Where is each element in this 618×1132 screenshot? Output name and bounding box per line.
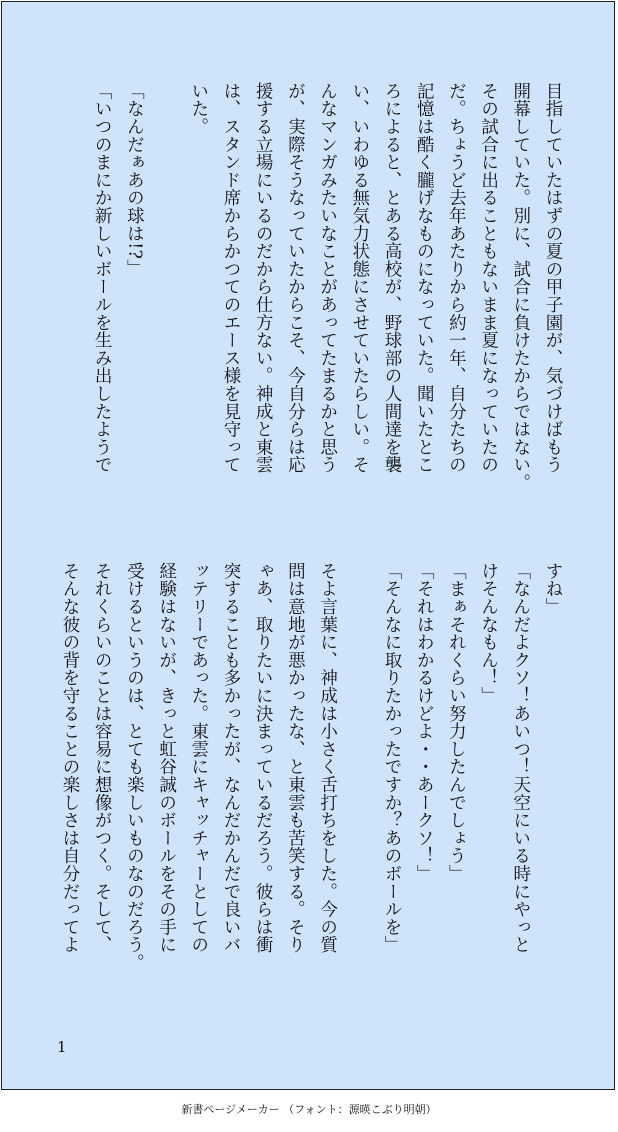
text-block-bottom: [54, 562, 569, 1022]
dialogue-line: 「いつのまにか新しいボールを生み出したようで: [92, 82, 113, 474]
dialogue-line: 「なんだぁあの球は!?」: [124, 82, 145, 278]
text-line: ッテリーであった。東雲にキャッチャーとしての: [188, 562, 209, 954]
text-line: 開幕していた。別に、試合に負けたからではない。: [510, 82, 531, 492]
dialogue-line: けそんなもん！」: [478, 562, 499, 705]
dialogue-line: 「そんなに取りたかったですか？あのボールを」: [381, 562, 402, 954]
text-line: そよ言葉に、神成は小さく舌打ちをした。今の質: [317, 562, 338, 954]
blank-line: [344, 562, 376, 1022]
text-line: は、スタンド席からかつてのエース様を見守って: [220, 82, 241, 474]
text-line: その試合に出ることもないまま夏になっていたの: [478, 82, 499, 474]
dialogue-line: 「なんだよクソ！あいつ！天空にいる時にやっと: [510, 562, 531, 954]
text-line: 記憶は酷く朧げなものになっていた。聞いたとこ: [414, 82, 435, 474]
text-line: いた。: [188, 82, 209, 136]
blank-line: [150, 82, 182, 542]
text-line: が、実際そうなっていたからこそ、今自分らは応: [285, 82, 306, 474]
text-line: ゃあ、取りたいに決まっているだろう。彼らは衝: [253, 562, 274, 954]
text-line: んなマンガみたいなことがあってたまるかと思う: [317, 82, 338, 474]
dialogue-line: 「それはわかるけどよ・・あークソ！」: [414, 562, 435, 883]
page-number: 1: [57, 1038, 67, 1056]
text-line: 経験はないが、きっと虹谷誠のボールをその手に: [156, 562, 177, 954]
text-line: だ。ちょうど去年あたりから約一年、自分たちの: [446, 82, 467, 474]
text-line: ろによると、とある高校が、野球部の人間達を襲: [381, 82, 402, 474]
text-line: 援する立場にいるのだから仕方ない。神成と東雲: [253, 82, 274, 474]
footer-credit: 新書ページメーカー （フォント：源暎こぶり明朝）: [181, 1103, 437, 1116]
text-line: い、いわゆる無気力状態にさせていたらしい。そ: [349, 82, 370, 474]
text-line: 目指していたはずの夏の甲子園が、気づけばもう: [543, 82, 563, 474]
manuscript-page: [1, 1, 615, 1090]
text-line: 受けるというのは、とても楽しいものなのだろう。: [124, 562, 145, 972]
text-block-top: [86, 82, 569, 542]
text-line: そんな彼の背を守ることの楽しさは自分だってよ: [59, 562, 80, 954]
text-line: それくらいのことは容易に想像がつく。そして、: [92, 562, 113, 954]
text-line: 問は意地が悪かったな、と東雲も苦笑する。そり: [285, 562, 306, 954]
text-line: 突することも多かったが、なんだかんだで良いバ: [220, 562, 241, 954]
dialogue-line: すね」: [543, 562, 563, 616]
dialogue-line: 「まぁそれくらい努力したんでしょう」: [446, 562, 467, 883]
